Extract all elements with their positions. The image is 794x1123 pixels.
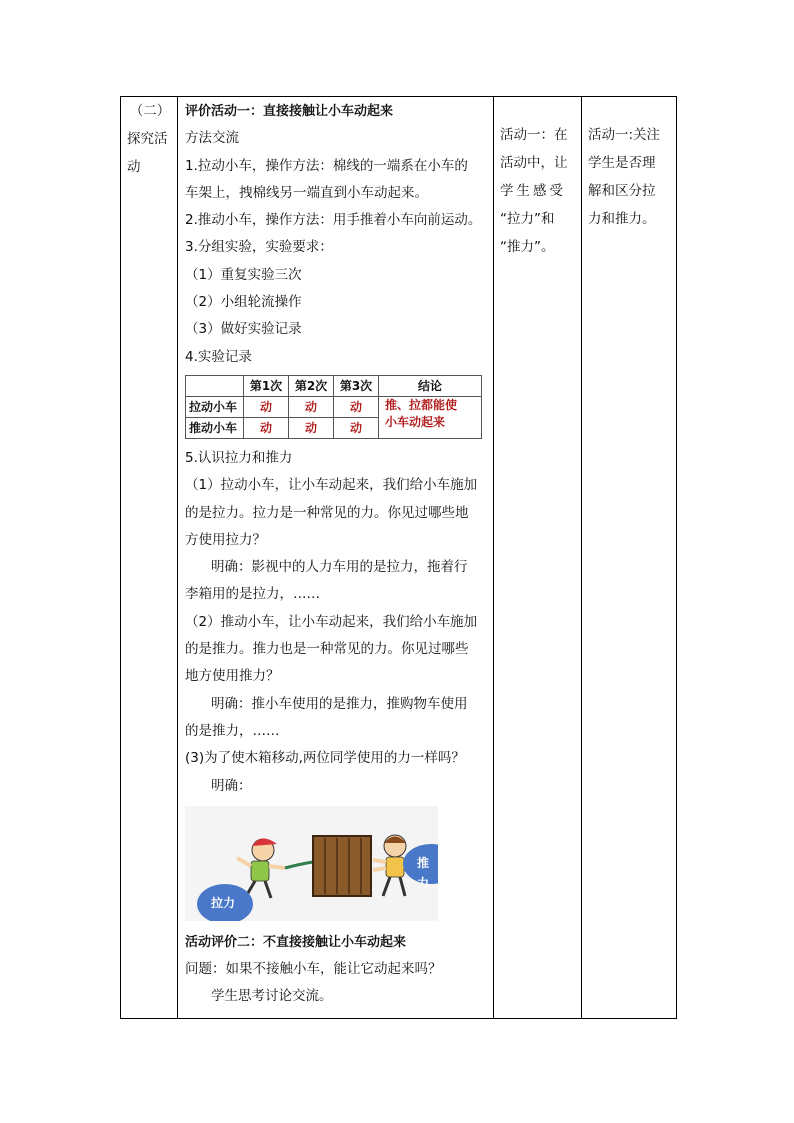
main-content-cell: [178, 97, 494, 1019]
step4: 4.实验记录: [185, 348, 252, 365]
conclusion-line2: 小车动起来: [385, 414, 446, 429]
answer2-line1: 明确：推小车使用的是推力，推购物车使用: [211, 695, 468, 712]
objective-line4: “拉力”和: [500, 211, 555, 227]
activity1-heading: 评价活动一：直接接触让小车动起来: [185, 104, 394, 119]
record-cell: 动: [334, 396, 379, 417]
question: 问题：如果不接触小车，能让它动起来吗？: [185, 961, 442, 978]
pushing-child-figure: [373, 835, 406, 896]
step5: 5.认识拉力和推力: [185, 449, 293, 466]
answer2-line2: 的是推力，……: [185, 722, 280, 739]
para3: (3)为了使木箱移动,两位同学使用的力一样吗？: [185, 750, 465, 767]
lesson-plan-table: [120, 96, 677, 1019]
discussion: 学生思考讨论交流。: [211, 988, 333, 1005]
section-cell: [121, 97, 178, 1019]
para1-line1: （1）拉动小车，让小车动起来，我们给小车施加: [185, 477, 478, 494]
evaluation-line1: 活动一:关注: [588, 127, 661, 143]
step1-line1: 1.拉动小车，操作方法：棉线的一端系在小车的: [185, 157, 468, 174]
para1-line2: 的是拉力。拉力是一种常见的力。你见过哪些地: [185, 504, 469, 521]
objective-cell: [494, 97, 582, 1019]
activity2-heading: 活动评价二：不直接接触让小车动起来: [185, 934, 407, 950]
answer1-line1: 明确：影视中的人力车用的是拉力，拖着行: [211, 559, 468, 576]
experiment-record-table: [185, 375, 482, 439]
objective-line2: 活动中，让: [500, 155, 568, 171]
evaluation-line4: 力和推力。: [588, 211, 656, 227]
evaluation-line3: 解和区分拉: [588, 183, 656, 199]
section-number: （二）: [129, 103, 171, 119]
para1-line3: 方使用拉力？: [185, 531, 266, 548]
method-title: 方法交流: [185, 130, 239, 147]
requirement-3: （3）做好实验记录: [185, 321, 302, 338]
evaluation-line2: 学生是否理: [588, 155, 656, 171]
record-cell: 动: [289, 417, 334, 438]
record-cell: 动: [244, 417, 289, 438]
record-cell: 动: [334, 417, 379, 438]
record-header-trial3: 第3次: [334, 375, 379, 396]
step3: 3.分组实验，实验要求：: [185, 239, 333, 256]
record-row-label: 推动小车: [186, 417, 244, 438]
answer3: 明确：: [211, 777, 252, 794]
para2-line2: 的是推力。推力也是一种常见的力。你见过哪些: [185, 641, 469, 658]
record-cell: 动: [289, 396, 334, 417]
pull-force-label: 拉力: [211, 895, 236, 910]
rope: [285, 862, 313, 868]
answer1-line2: 李箱用的是拉力，……: [185, 586, 320, 603]
objective-line5: “推力”。: [500, 239, 555, 255]
pulling-child-figure: [237, 838, 285, 898]
para2-line1: （2）推动小车，让小车动起来，我们给小车施加: [185, 613, 478, 630]
conclusion-line1: 推、拉都能使: [385, 397, 458, 412]
step2: 2.推动小车，操作方法：用手推着小车向前运动。: [185, 212, 482, 229]
record-header-empty: [186, 375, 244, 396]
push-force-label: 推力: [417, 855, 430, 890]
step1-line2: 车架上，拽棉线另一端直到小车动起来。: [185, 184, 428, 201]
evaluation-cell: [582, 97, 677, 1019]
requirement-2: （2）小组轮流操作: [185, 294, 302, 311]
record-header-trial1: 第1次: [244, 375, 289, 396]
requirement-1: （1）重复实验三次: [185, 266, 302, 283]
record-header-conclusion: 结论: [379, 375, 482, 396]
record-cell: 动: [244, 396, 289, 417]
record-conclusion: [379, 396, 482, 438]
push-pull-illustration: [185, 806, 438, 921]
wooden-box: [313, 836, 371, 896]
record-row-label: 拉动小车: [186, 396, 244, 417]
section-title-line1: 探究活: [127, 131, 168, 147]
para2-line3: 地方使用推力？: [185, 668, 280, 685]
record-header-trial2: 第2次: [289, 375, 334, 396]
section-title-line2: 动: [127, 159, 141, 175]
objective-line3: 学生感受: [500, 183, 566, 199]
objective-line1: 活动一：在: [500, 127, 568, 143]
